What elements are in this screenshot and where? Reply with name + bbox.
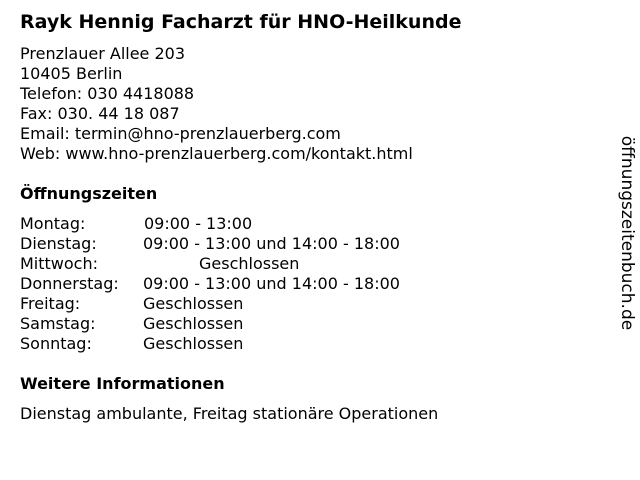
contact-info <box>20 44 413 164</box>
address-street: Prenzlauer Allee 203 <box>20 44 186 63</box>
day-label: Donnerstag: <box>20 274 119 293</box>
time-value: 09:00 - 13:00 und 14:00 - 18:00 <box>143 274 400 293</box>
business-name: Rayk Hennig Facharzt für HNO-Heilkunde <box>20 11 462 33</box>
fax-number: Fax: 030. 44 18 087 <box>20 104 180 123</box>
day-label: Montag: <box>20 214 86 233</box>
opening-hours-heading: Öffnungszeiten <box>20 184 158 203</box>
website-link[interactable]: Web: www.hno-prenzlauerberg.com/kontakt.html <box>20 144 413 163</box>
time-value: Geschlossen <box>143 334 244 353</box>
time-value: Geschlossen <box>199 254 300 273</box>
email-address: Email: termin@hno-prenzlauerberg.com <box>20 124 341 143</box>
more-info-text: Dienstag ambulante, Freitag stationäre Operationen <box>20 404 439 423</box>
more-info-heading: Weitere Informationen <box>20 374 225 393</box>
time-value: 09:00 - 13:00 und 14:00 - 18:00 <box>143 234 400 253</box>
day-label: Freitag: <box>20 294 81 313</box>
time-value: Geschlossen <box>143 314 244 333</box>
address-city: 10405 Berlin <box>20 64 123 83</box>
day-label: Samstag: <box>20 314 96 333</box>
watermark-text: öffnungszeitenbuch.de <box>617 135 637 331</box>
day-label: Mittwoch: <box>20 254 98 273</box>
phone-number: Telefon: 030 4418088 <box>20 84 195 103</box>
day-label: Sonntag: <box>20 334 92 353</box>
time-value: Geschlossen <box>143 294 244 313</box>
time-value: 09:00 - 13:00 <box>144 214 253 233</box>
day-label: Dienstag: <box>20 234 97 253</box>
